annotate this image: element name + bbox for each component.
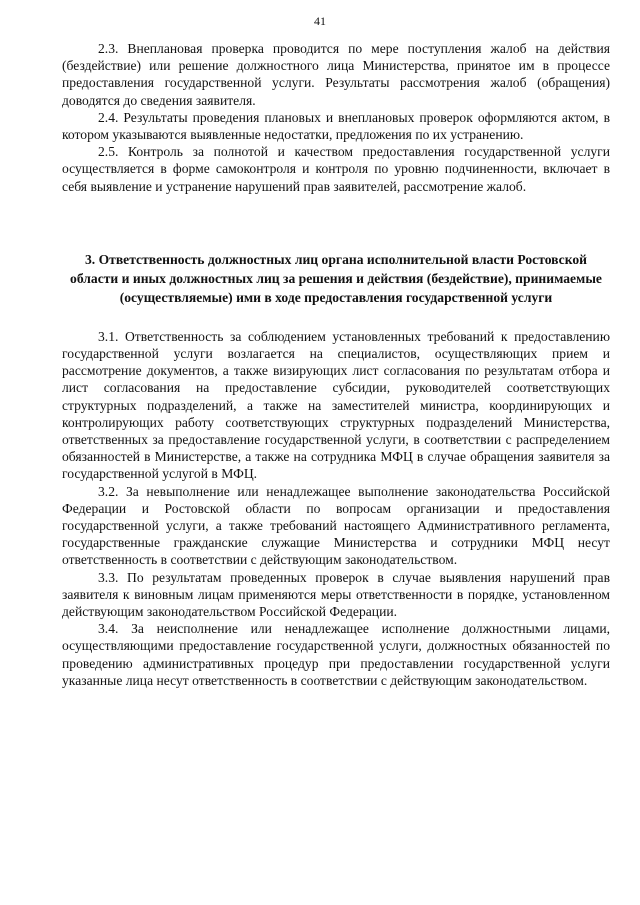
paragraph-2-4: 2.4. Результаты проведения плановых и внеплановых проверок оформляются актом, в котором указываются выявленные недостатки, предложения по их устранению. <box>62 109 610 143</box>
paragraph-3-3: 3.3. По результатам проведенных проверок в случае выявления нарушений прав заявителя к виновным лицам применяются меры ответственности в порядке, установленном действующим законодательством Российской Федерации. <box>62 569 610 620</box>
page-number: 41 <box>314 14 326 28</box>
paragraph-3-2: 3.2. За невыполнение или ненадлежащее выполнение законодательства Российской Федерации и Ростовской области по вопросам организации и предоставления государственной услуги, а также требований настоящего Административного регламента, государственные гражданские служащие Министерства и сотрудники МФЦ несут ответственность в соответствии с действующим законодательством. <box>62 483 610 568</box>
paragraph-3-4: 3.4. За неисполнение или ненадлежащее исполнение должностными лицами, осуществляющими предоставление государственной услуги, должностных обязанностей по проведению административных процедур при предоставлении государственной услуги указанные лица несут ответственность в соответствии с действующим законодательством. <box>62 621 610 688</box>
document-body <box>62 40 610 689</box>
section-3-heading: 3. Ответственность должностных лиц органа исполнительной власти Ростовской области и иных должностных лиц за решения и действия (бездействие), принимаемые (осуществляемые) ими в ходе предоставления государственной услуги <box>70 251 602 305</box>
paragraph-2-5: 2.5. Контроль за полнотой и качеством предоставления государственной услуги осуществляется в форме самоконтроля и контроля по уровню подчиненности, включает в себя выявление и устранение нарушений прав заявителей, рассмотрение жалоб. <box>62 144 610 194</box>
paragraph-2-3: 2.3. Внеплановая проверка проводится по мере поступления жалоб на действия (бездействие) или решение должностного лица Министерства, принятое им в процессе предоставления государственной услуги. Результаты рассмотрения жалоб (обращения) доводятся до сведения заявителя. <box>62 41 610 108</box>
paragraph-3-1: 3.1. Ответственность за соблюдением установленных требований к предоставлению государственной услуги возлагается на специалистов, осуществляющих прием и рассмотрение документов, а также визирующих лист согласования по результатам отбора и лист согласования на предоставление субсидии, руководителей соответствующих структурных подразделений, а также на заместителей министра, координирующих и контролирующих работу соответствующих структурных подразделений Министерства, ответственных за предоставление государственной услуги, в соответствии с распределением обязанностей в Министерстве, а также на сотрудника МФЦ в случае обращения заявителя за государственной услугой в МФЦ. <box>62 328 610 482</box>
